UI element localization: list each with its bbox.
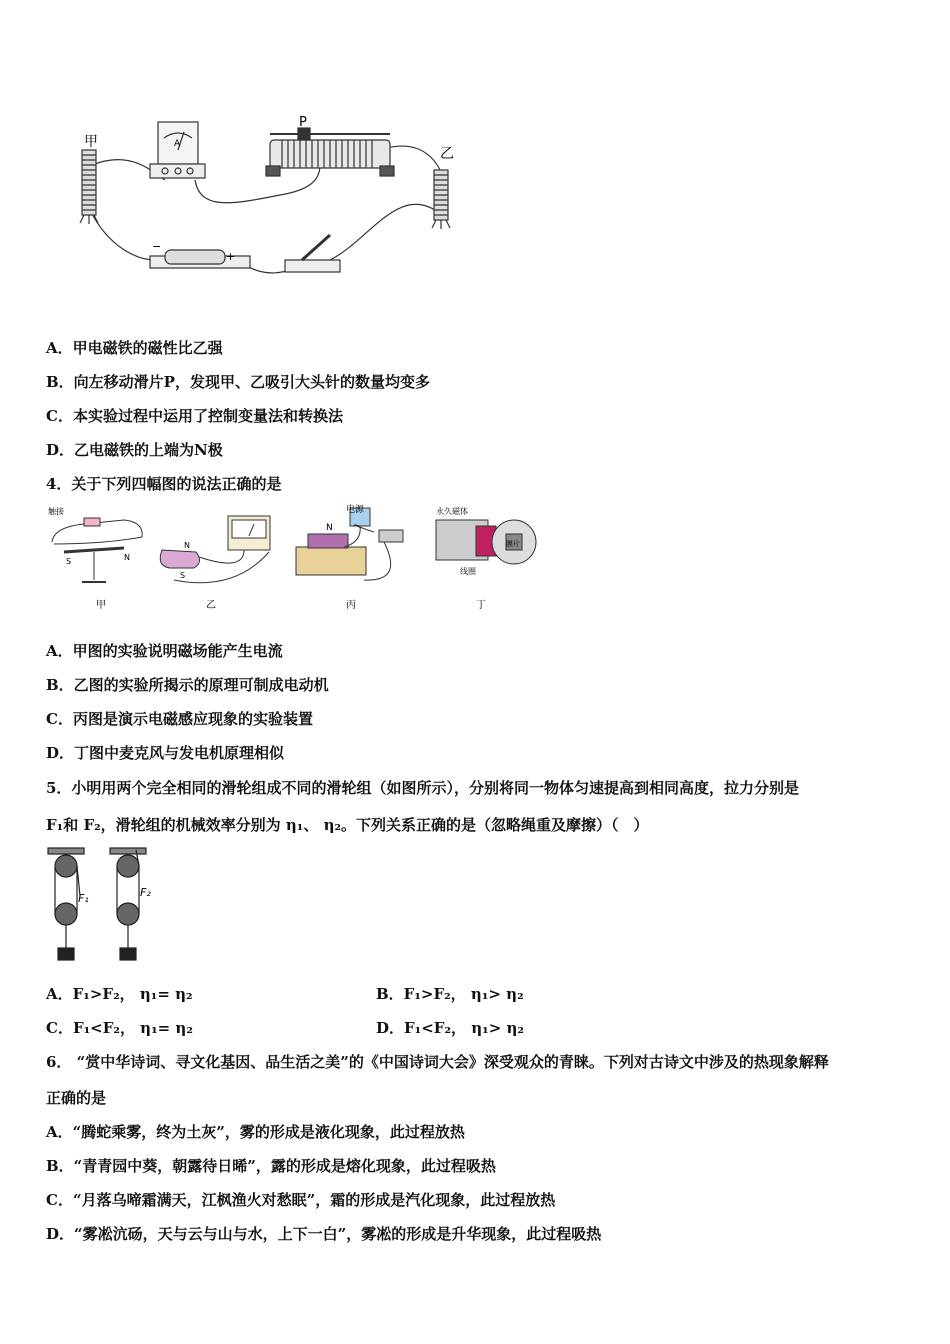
- yi-s-label: S: [180, 571, 186, 580]
- magnet-label: 永久磁体: [436, 507, 468, 516]
- yi-label: 乙: [440, 146, 454, 162]
- q4-figures: [44, 502, 544, 614]
- fig-ding-label: 丁: [476, 600, 486, 611]
- coil-label: 线圈: [460, 567, 476, 576]
- battery-minus-label: −: [152, 240, 162, 253]
- q5-option-d: D．F₁<F₂， η₁> η₂: [376, 1019, 524, 1037]
- q6-option-d: D．“雾凇沆砀，天与云与山与水，上下一白”，雾凇的形成是升华现象，此过程吸热: [46, 1225, 602, 1243]
- q3-option-d: D．乙电磁铁的上端为N极: [46, 441, 223, 459]
- q6-stem-line1: 6． “赏中华诗词、寻文化基因、品生活之美”的《中国诗词大会》深受观众的青睐。下列对古诗文中涉及的热现象解释: [46, 1053, 829, 1071]
- yi-n-label: N: [184, 541, 190, 550]
- pulley-figure: [40, 846, 170, 966]
- fig-jia-label: 甲: [96, 600, 106, 611]
- q4-option-a: A．甲图的实验说明磁场能产生电流: [46, 642, 283, 660]
- q4-option-d: D．丁图中麦克风与发电机原理相似: [46, 744, 285, 762]
- slider-p-label: P: [299, 115, 307, 130]
- q5-stem-line1: 5．小明用两个完全相同的滑轮组成不同的滑轮组（如图所示），分别将同一物体匀速提高到相同高度，拉力分别是: [46, 779, 799, 797]
- q4-option-b: B．乙图的实验所揭示的原理可制成电动机: [46, 676, 329, 694]
- electromagnet-circuit-figure: [70, 110, 470, 290]
- battery-plus-label: +: [226, 250, 236, 263]
- q4-stem: 4．关于下列四幅图的说法正确的是: [46, 475, 282, 493]
- touch-label: 触接: [48, 507, 64, 516]
- q5-option-b: B．F₁>F₂， η₁> η₂: [376, 985, 524, 1003]
- power-label: 电源: [346, 505, 365, 515]
- f1-label: F₁: [78, 892, 89, 905]
- q6-option-b: B．“青青园中葵，朝露待日晞”，露的形成是熔化现象，此过程吸热: [46, 1157, 496, 1175]
- f2-label: F₂: [140, 886, 151, 899]
- jia-label: 甲: [84, 134, 98, 150]
- membrane-label: 膜片: [506, 540, 520, 548]
- q6-stem-line2: 正确的是: [46, 1089, 107, 1107]
- q6-option-c: C．“月落乌啼霜满天，江枫渔火对愁眠”，霜的形成是汽化现象，此过程放热: [46, 1191, 556, 1209]
- bing-n-label: N: [326, 523, 333, 533]
- fig-yi-label: 乙: [206, 600, 216, 611]
- q5-option-a: A．F₁>F₂， η₁= η₂: [46, 985, 193, 1003]
- q3-option-a: A．甲电磁铁的磁性比乙强: [46, 339, 223, 357]
- q6-option-a: A．“腾蛇乘雾，终为土灰”，雾的形成是液化现象，此过程放热: [46, 1123, 465, 1141]
- q4-option-c: C．丙图是演示电磁感应现象的实验装置: [46, 710, 313, 728]
- q3-option-b: B．向左移动滑片P，发现甲、乙吸引大头针的数量均变多: [46, 373, 430, 391]
- q3-option-c: C．本实验过程中运用了控制变量法和转换法: [46, 407, 343, 425]
- jia-s-label: S: [66, 557, 72, 566]
- ammeter-label: A: [174, 139, 181, 149]
- jia-n-label: N: [124, 553, 130, 562]
- q5-stem-line2: F₁和 F₂，滑轮组的机械效率分别为 η₁、 η₂。下列关系正确的是（忽略绳重及摩擦）（ ）: [46, 816, 649, 834]
- q5-option-c: C．F₁<F₂， η₁= η₂: [46, 1019, 193, 1037]
- fig-bing-label: 丙: [346, 600, 356, 611]
